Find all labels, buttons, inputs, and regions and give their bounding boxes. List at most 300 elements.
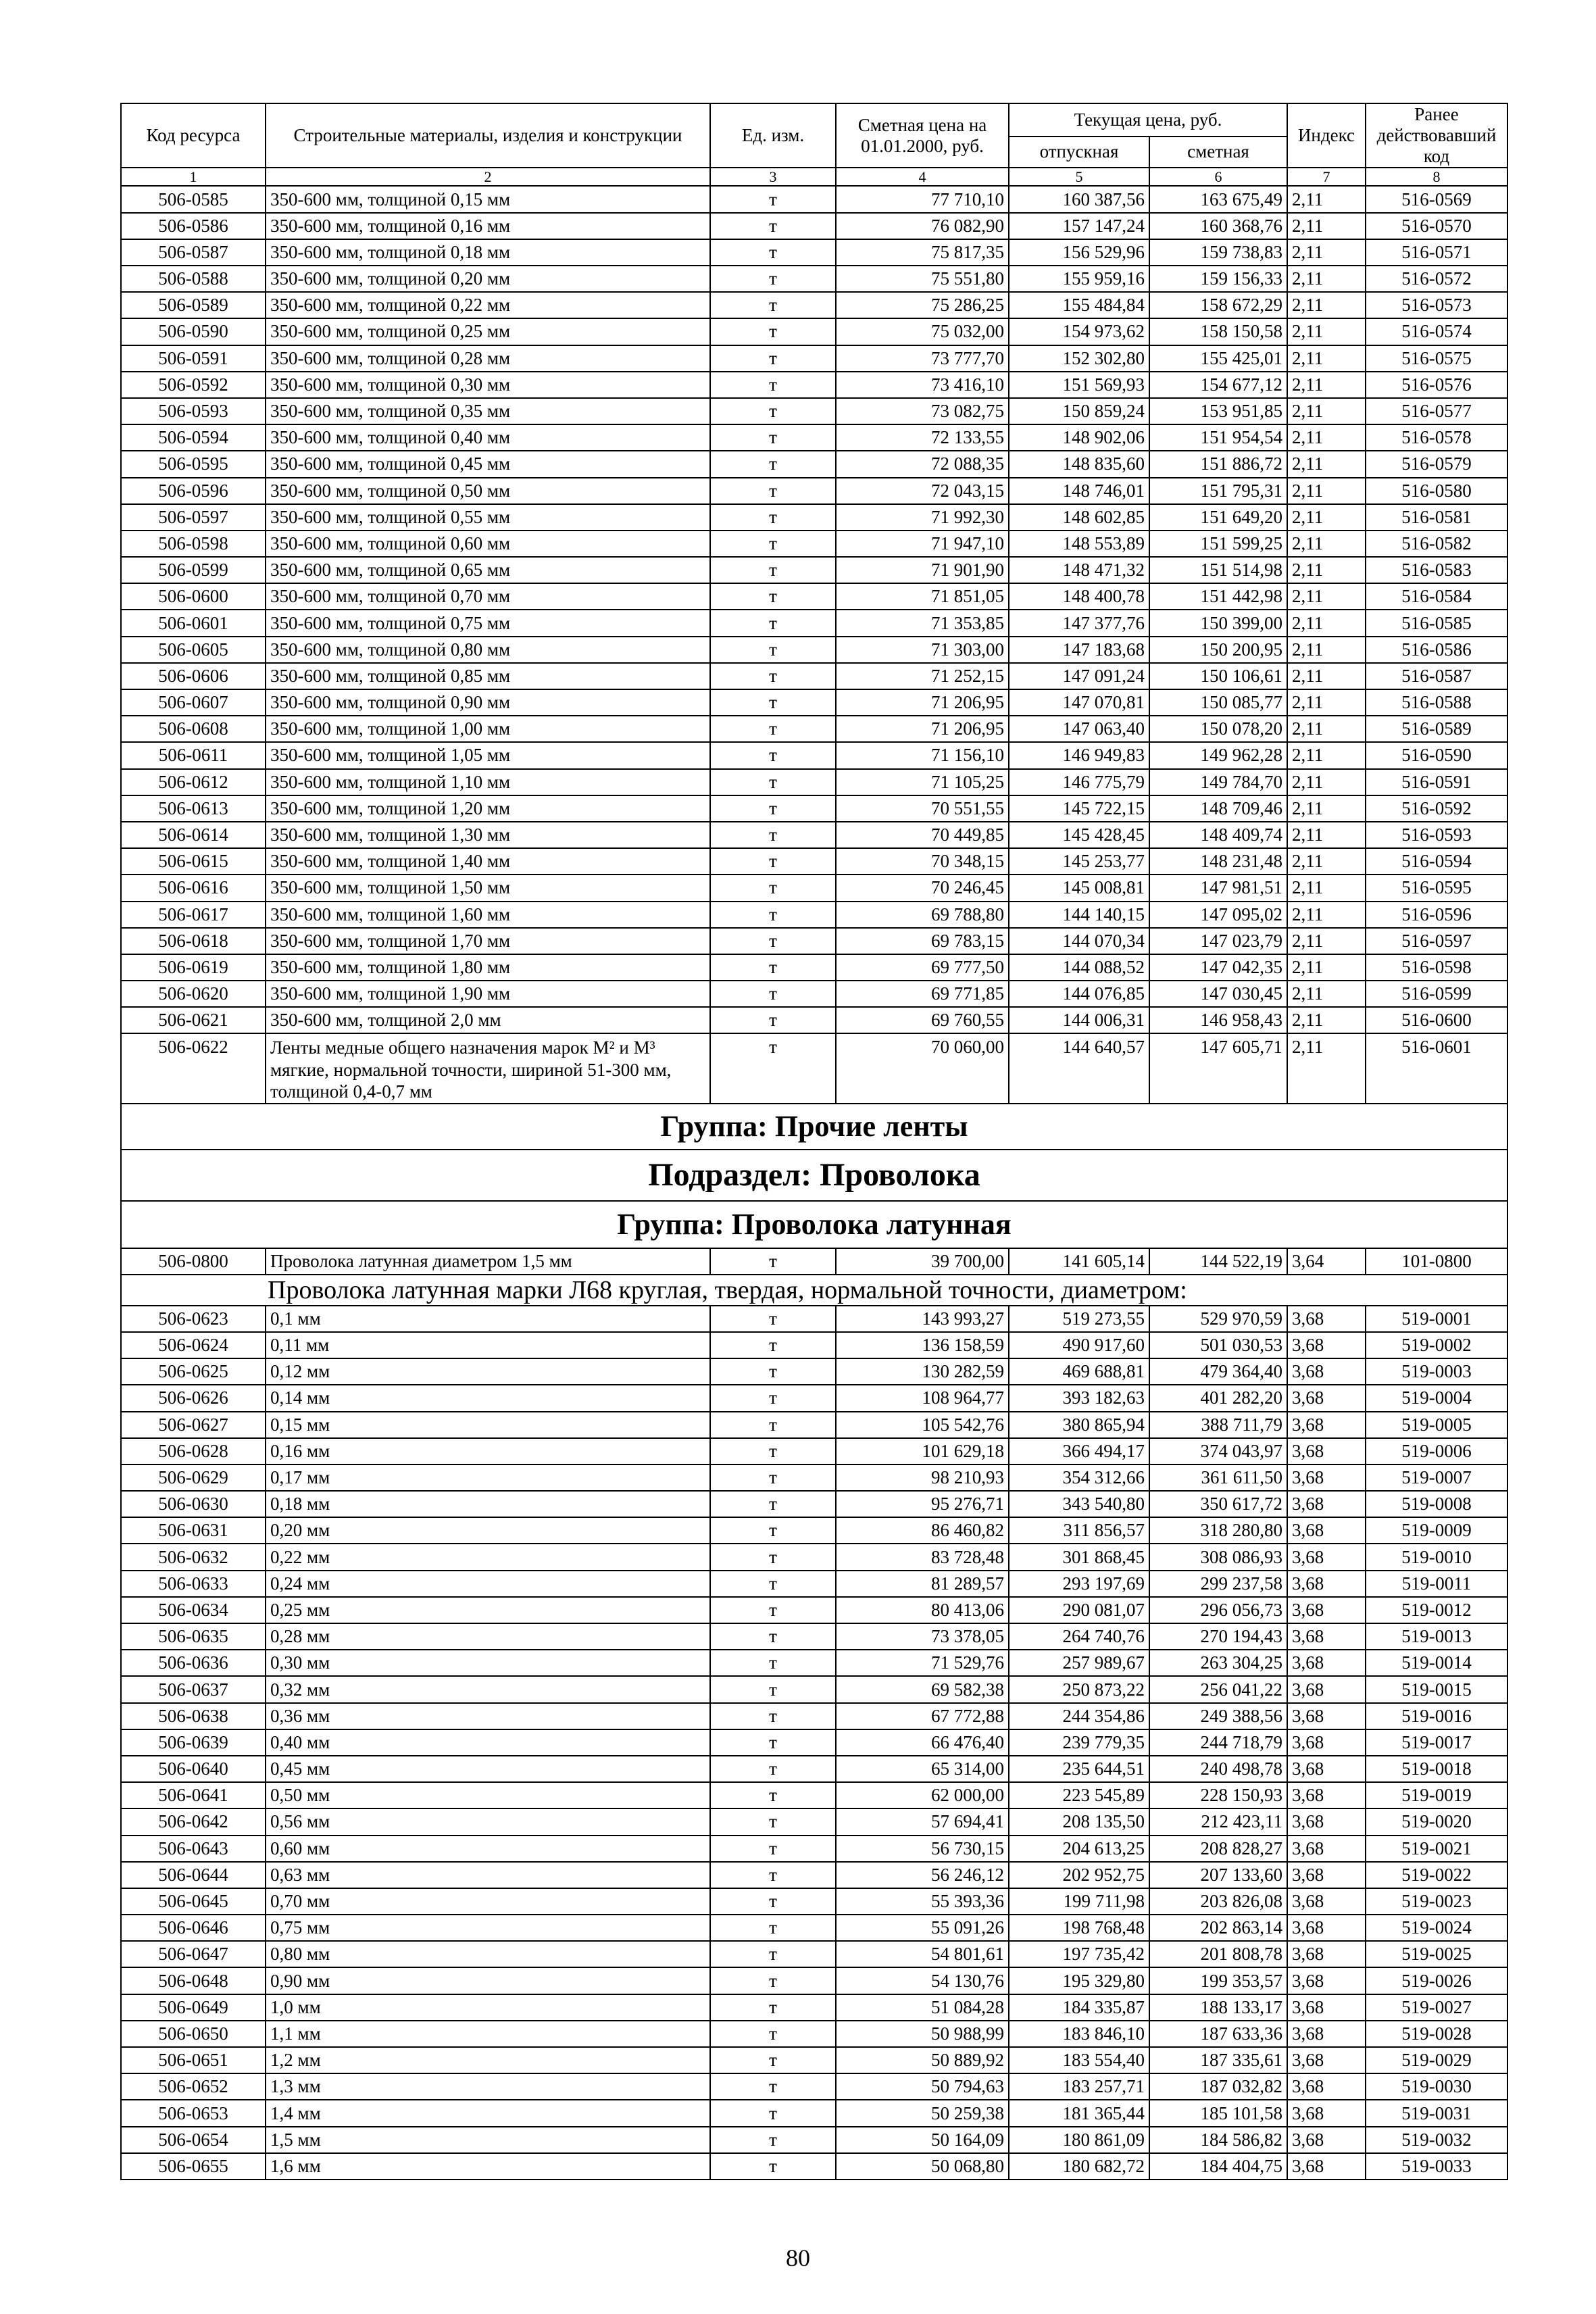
material-name: 350-600 мм, толщиной 1,40 мм <box>266 848 710 875</box>
table-row <box>121 902 1507 928</box>
table-row <box>121 716 1507 742</box>
unit: т <box>710 2100 836 2126</box>
resource-code: 506-0597 <box>121 504 266 531</box>
unit: т <box>710 318 836 345</box>
resource-code: 506-0649 <box>121 1994 266 2021</box>
base-price: 71 353,85 <box>836 610 1009 636</box>
release-price: 264 740,76 <box>1009 1623 1149 1650</box>
price-table <box>120 103 1508 2180</box>
unit: т <box>710 2127 836 2153</box>
release-price: 204 613,25 <box>1009 1836 1149 1862</box>
base-price: 73 378,05 <box>836 1623 1009 1650</box>
release-price: 146 949,83 <box>1009 742 1149 768</box>
old-code: 519-0021 <box>1366 1836 1507 1862</box>
material-name: 0,18 мм <box>266 1491 710 1517</box>
base-price: 69 783,15 <box>836 928 1009 954</box>
estimate-price: 249 388,56 <box>1149 1703 1287 1729</box>
estimate-price: 151 649,20 <box>1149 504 1287 531</box>
price-index: 2,11 <box>1287 557 1366 583</box>
header-base-price: Сметная цена на 01.01.2000, руб. <box>836 103 1009 168</box>
old-code: 519-0024 <box>1366 1915 1507 1941</box>
release-price: 148 746,01 <box>1009 478 1149 504</box>
resource-code: 506-0633 <box>121 1571 266 1597</box>
estimate-price: 318 280,80 <box>1149 1517 1287 1544</box>
unit: т <box>710 1491 836 1517</box>
unit: т <box>710 875 836 901</box>
base-price: 72 043,15 <box>836 478 1009 504</box>
old-code: 519-0006 <box>1366 1438 1507 1464</box>
old-code: 519-0011 <box>1366 1571 1507 1597</box>
old-code: 519-0033 <box>1366 2153 1507 2180</box>
base-price: 71 851,05 <box>836 583 1009 610</box>
price-index: 2,11 <box>1287 689 1366 716</box>
price-index: 3,68 <box>1287 1703 1366 1729</box>
price-index: 2,11 <box>1287 610 1366 636</box>
material-name: 0,17 мм <box>266 1464 710 1491</box>
old-code: 516-0594 <box>1366 848 1507 875</box>
base-price: 83 728,48 <box>836 1544 1009 1570</box>
old-code: 519-0002 <box>1366 1332 1507 1358</box>
base-price: 71 992,30 <box>836 504 1009 531</box>
table-row <box>121 1438 1507 1464</box>
release-price: 239 779,35 <box>1009 1729 1149 1756</box>
subgroup-heading-row <box>121 1275 1507 1306</box>
table-row <box>121 1248 1507 1275</box>
table-row <box>121 1033 1507 1103</box>
base-price: 130 282,59 <box>836 1358 1009 1385</box>
resource-code: 506-0599 <box>121 557 266 583</box>
unit: т <box>710 557 836 583</box>
old-code: 516-0575 <box>1366 345 1507 372</box>
resource-code: 506-0613 <box>121 795 266 822</box>
estimate-price: 150 106,61 <box>1149 663 1287 689</box>
resource-code: 506-0629 <box>121 1464 266 1491</box>
material-name: 350-600 мм, толщиной 0,25 мм <box>266 318 710 345</box>
resource-code: 506-0592 <box>121 372 266 398</box>
price-index: 2,11 <box>1287 292 1366 318</box>
base-price: 70 449,85 <box>836 822 1009 848</box>
unit: т <box>710 1385 836 1411</box>
table-row <box>121 1676 1507 1702</box>
material-name: 0,24 мм <box>266 1571 710 1597</box>
estimate-price: 147 095,02 <box>1149 902 1287 928</box>
table-header <box>121 103 1507 186</box>
table-row <box>121 1597 1507 1623</box>
base-price: 50 794,63 <box>836 2073 1009 2100</box>
table-row <box>121 1491 1507 1517</box>
table-row <box>121 1464 1507 1491</box>
old-code: 516-0583 <box>1366 557 1507 583</box>
resource-code: 506-0617 <box>121 902 266 928</box>
unit: т <box>710 1888 836 1915</box>
old-code: 519-0003 <box>1366 1358 1507 1385</box>
table-row <box>121 875 1507 901</box>
material-name: 1,3 мм <box>266 2073 710 2100</box>
release-price: 145 253,77 <box>1009 848 1149 875</box>
table-row <box>121 318 1507 345</box>
old-code: 519-0012 <box>1366 1597 1507 1623</box>
unit: т <box>710 769 836 795</box>
base-price: 39 700,00 <box>836 1248 1009 1275</box>
base-price: 71 206,95 <box>836 689 1009 716</box>
resource-code: 506-0638 <box>121 1703 266 1729</box>
base-price: 105 542,76 <box>836 1412 1009 1438</box>
table-row <box>121 1729 1507 1756</box>
resource-code: 506-0632 <box>121 1544 266 1570</box>
old-code: 519-0020 <box>1366 1808 1507 1835</box>
material-name: 0,14 мм <box>266 1385 710 1411</box>
table-row <box>121 2047 1507 2073</box>
resource-code: 506-0634 <box>121 1597 266 1623</box>
unit: т <box>710 954 836 981</box>
column-number: 6 <box>1149 168 1287 186</box>
release-price: 154 973,62 <box>1009 318 1149 345</box>
base-price: 69 760,55 <box>836 1007 1009 1033</box>
table-row <box>121 1888 1507 1915</box>
resource-code: 506-0800 <box>121 1248 266 1275</box>
release-price: 301 868,45 <box>1009 1544 1149 1570</box>
price-index: 3,68 <box>1287 2100 1366 2126</box>
unit: т <box>710 213 836 239</box>
resource-code: 506-0598 <box>121 531 266 557</box>
table-row <box>121 1571 1507 1597</box>
resource-code: 506-0591 <box>121 345 266 372</box>
resource-code: 506-0626 <box>121 1385 266 1411</box>
unit: т <box>710 1623 836 1650</box>
base-price: 65 314,00 <box>836 1756 1009 1782</box>
release-price: 147 063,40 <box>1009 716 1149 742</box>
estimate-price: 263 304,25 <box>1149 1650 1287 1676</box>
old-code: 516-0576 <box>1366 372 1507 398</box>
unit: т <box>710 398 836 424</box>
release-price: 366 494,17 <box>1009 1438 1149 1464</box>
table-row <box>121 2100 1507 2126</box>
header-old-code: Ранее действовавший код <box>1366 103 1507 168</box>
estimate-price: 256 041,22 <box>1149 1676 1287 1702</box>
base-price: 55 091,26 <box>836 1915 1009 1941</box>
resource-code: 506-0625 <box>121 1358 266 1385</box>
estimate-price: 203 826,08 <box>1149 1888 1287 1915</box>
base-price: 50 889,92 <box>836 2047 1009 2073</box>
material-name: 0,50 мм <box>266 1782 710 1808</box>
base-price: 69 788,80 <box>836 902 1009 928</box>
resource-code: 506-0648 <box>121 1967 266 1994</box>
resource-code: 506-0624 <box>121 1332 266 1358</box>
price-index: 2,11 <box>1287 318 1366 345</box>
table-row <box>121 292 1507 318</box>
base-price: 50 988,99 <box>836 2021 1009 2047</box>
price-index: 2,11 <box>1287 1007 1366 1033</box>
release-price: 148 602,85 <box>1009 504 1149 531</box>
release-price: 393 182,63 <box>1009 1385 1149 1411</box>
material-name: 350-600 мм, толщиной 0,85 мм <box>266 663 710 689</box>
release-price: 208 135,50 <box>1009 1808 1149 1835</box>
old-code: 519-0028 <box>1366 2021 1507 2047</box>
material-name: 350-600 мм, толщиной 2,0 мм <box>266 1007 710 1033</box>
estimate-price: 187 032,82 <box>1149 2073 1287 2100</box>
old-code: 516-0592 <box>1366 795 1507 822</box>
estimate-price: 296 056,73 <box>1149 1597 1287 1623</box>
table-row <box>121 848 1507 875</box>
unit: т <box>710 902 836 928</box>
table-row <box>121 186 1507 212</box>
table-row <box>121 981 1507 1007</box>
price-index: 3,68 <box>1287 1517 1366 1544</box>
base-price: 71 156,10 <box>836 742 1009 768</box>
base-price: 50 068,80 <box>836 2153 1009 2180</box>
price-index: 2,11 <box>1287 531 1366 557</box>
release-price: 293 197,69 <box>1009 1571 1149 1597</box>
release-price: 152 302,80 <box>1009 345 1149 372</box>
release-price: 354 312,66 <box>1009 1464 1149 1491</box>
old-code: 516-0570 <box>1366 213 1507 239</box>
old-code: 519-0030 <box>1366 2073 1507 2100</box>
price-index: 2,11 <box>1287 478 1366 504</box>
release-price: 150 859,24 <box>1009 398 1149 424</box>
unit: т <box>710 2073 836 2100</box>
material-name: 350-600 мм, толщиной 0,30 мм <box>266 372 710 398</box>
unit: т <box>710 1464 836 1491</box>
base-price: 101 629,18 <box>836 1438 1009 1464</box>
estimate-price: 163 675,49 <box>1149 186 1287 212</box>
unit: т <box>710 1517 836 1544</box>
base-price: 70 551,55 <box>836 795 1009 822</box>
table-row <box>121 1650 1507 1676</box>
unit: т <box>710 1248 836 1275</box>
unit: т <box>710 1033 836 1103</box>
release-price: 290 081,07 <box>1009 1597 1149 1623</box>
material-name: 350-600 мм, толщиной 0,80 мм <box>266 637 710 663</box>
estimate-price: 187 633,36 <box>1149 2021 1287 2047</box>
price-index: 3,68 <box>1287 2153 1366 2180</box>
material-name: 350-600 мм, толщиной 0,20 мм <box>266 266 710 292</box>
estimate-price: 153 951,85 <box>1149 398 1287 424</box>
unit: т <box>710 1306 836 1332</box>
old-code: 516-0571 <box>1366 239 1507 266</box>
resource-code: 506-0650 <box>121 2021 266 2047</box>
unit: т <box>710 186 836 212</box>
unit: т <box>710 2153 836 2180</box>
estimate-price: 158 150,58 <box>1149 318 1287 345</box>
resource-code: 506-0644 <box>121 1862 266 1888</box>
resource-code: 506-0589 <box>121 292 266 318</box>
release-price: 180 861,09 <box>1009 2127 1149 2153</box>
estimate-price: 401 282,20 <box>1149 1385 1287 1411</box>
release-price: 148 902,06 <box>1009 424 1149 451</box>
resource-code: 506-0620 <box>121 981 266 1007</box>
material-name: 350-600 мм, толщиной 1,10 мм <box>266 769 710 795</box>
estimate-price: 151 954,54 <box>1149 424 1287 451</box>
resource-code: 506-0595 <box>121 451 266 477</box>
material-name: 0,45 мм <box>266 1756 710 1782</box>
base-price: 75 817,35 <box>836 239 1009 266</box>
material-name: 0,30 мм <box>266 1650 710 1676</box>
base-price: 72 133,55 <box>836 424 1009 451</box>
column-number: 2 <box>266 168 710 186</box>
group-title: Группа: Прочие ленты <box>121 1104 1507 1150</box>
resource-code: 506-0643 <box>121 1836 266 1862</box>
table-row <box>121 1517 1507 1544</box>
material-name: 350-600 мм, толщиной 0,40 мм <box>266 424 710 451</box>
unit: т <box>710 795 836 822</box>
resource-code: 506-0655 <box>121 2153 266 2180</box>
price-index: 3,68 <box>1287 2127 1366 2153</box>
estimate-price: 199 353,57 <box>1149 1967 1287 1994</box>
estimate-price: 150 200,95 <box>1149 637 1287 663</box>
table-row <box>121 2127 1507 2153</box>
resource-code: 506-0654 <box>121 2127 266 2153</box>
material-name: 0,75 мм <box>266 1915 710 1941</box>
resource-code: 506-0639 <box>121 1729 266 1756</box>
estimate-price: 361 611,50 <box>1149 1464 1287 1491</box>
price-index: 2,11 <box>1287 424 1366 451</box>
base-price: 51 084,28 <box>836 1994 1009 2021</box>
release-price: 156 529,96 <box>1009 239 1149 266</box>
table-row <box>121 769 1507 795</box>
resource-code: 506-0631 <box>121 1517 266 1544</box>
unit: т <box>710 292 836 318</box>
base-price: 72 088,35 <box>836 451 1009 477</box>
unit: т <box>710 1703 836 1729</box>
old-code: 519-0018 <box>1366 1756 1507 1782</box>
table-row <box>121 583 1507 610</box>
unit: т <box>710 1862 836 1888</box>
base-price: 54 801,61 <box>836 1941 1009 1967</box>
release-price: 235 644,51 <box>1009 1756 1149 1782</box>
material-name: 1,1 мм <box>266 2021 710 2047</box>
old-code: 519-0027 <box>1366 1994 1507 2021</box>
release-price: 144 088,52 <box>1009 954 1149 981</box>
price-index: 3,68 <box>1287 1623 1366 1650</box>
base-price: 75 032,00 <box>836 318 1009 345</box>
base-price: 86 460,82 <box>836 1517 1009 1544</box>
unit: т <box>710 742 836 768</box>
unit: т <box>710 1412 836 1438</box>
estimate-price: 150 078,20 <box>1149 716 1287 742</box>
release-price: 184 335,87 <box>1009 1994 1149 2021</box>
estimate-price: 147 981,51 <box>1149 875 1287 901</box>
base-price: 75 551,80 <box>836 266 1009 292</box>
resource-code: 506-0586 <box>121 213 266 239</box>
unit: т <box>710 1332 836 1358</box>
estimate-price: 159 156,33 <box>1149 266 1287 292</box>
release-price: 183 846,10 <box>1009 2021 1149 2047</box>
material-name: Ленты медные общего назначения марок М² и М³ мягкие, нормальной точности, шириной 51-300 мм, толщиной 0,4-0,7 мм <box>266 1033 710 1103</box>
estimate-price: 147 042,35 <box>1149 954 1287 981</box>
release-price: 147 070,81 <box>1009 689 1149 716</box>
table-row <box>121 504 1507 531</box>
estimate-price: 159 738,83 <box>1149 239 1287 266</box>
estimate-price: 147 030,45 <box>1149 981 1287 1007</box>
estimate-price: 148 709,46 <box>1149 795 1287 822</box>
resource-code: 506-0637 <box>121 1676 266 1702</box>
estimate-price: 149 784,70 <box>1149 769 1287 795</box>
release-price: 198 768,48 <box>1009 1915 1149 1941</box>
resource-code: 506-0588 <box>121 266 266 292</box>
estimate-price: 308 086,93 <box>1149 1544 1287 1570</box>
estimate-price: 187 335,61 <box>1149 2047 1287 2073</box>
estimate-price: 212 423,11 <box>1149 1808 1287 1835</box>
material-name: 0,25 мм <box>266 1597 710 1623</box>
table-row <box>121 345 1507 372</box>
material-name: 350-600 мм, толщиной 0,22 мм <box>266 292 710 318</box>
resource-code: 506-0646 <box>121 1915 266 1941</box>
price-index: 2,11 <box>1287 769 1366 795</box>
price-index: 3,68 <box>1287 1412 1366 1438</box>
price-index: 2,11 <box>1287 928 1366 954</box>
resource-code: 506-0622 <box>121 1033 266 1103</box>
unit: т <box>710 424 836 451</box>
old-code: 519-0016 <box>1366 1703 1507 1729</box>
price-index: 2,11 <box>1287 848 1366 875</box>
price-index: 3,68 <box>1287 1888 1366 1915</box>
base-price: 70 246,45 <box>836 875 1009 901</box>
material-name: 0,70 мм <box>266 1888 710 1915</box>
estimate-price: 240 498,78 <box>1149 1756 1287 1782</box>
old-code: 516-0581 <box>1366 504 1507 531</box>
table-row <box>121 2073 1507 2100</box>
release-price: 144 076,85 <box>1009 981 1149 1007</box>
material-name: 1,5 мм <box>266 2127 710 2153</box>
release-price: 223 545,89 <box>1009 1782 1149 1808</box>
release-price: 181 365,44 <box>1009 2100 1149 2126</box>
price-index: 3,68 <box>1287 1729 1366 1756</box>
price-index: 2,11 <box>1287 981 1366 1007</box>
price-index: 2,11 <box>1287 398 1366 424</box>
table-row <box>121 424 1507 451</box>
material-name: 350-600 мм, толщиной 0,35 мм <box>266 398 710 424</box>
price-index: 2,11 <box>1287 372 1366 398</box>
table-row <box>121 1306 1507 1332</box>
estimate-price: 147 605,71 <box>1149 1033 1287 1103</box>
header-index: Индекс <box>1287 103 1366 168</box>
table-row <box>121 478 1507 504</box>
resource-code: 506-0640 <box>121 1756 266 1782</box>
release-price: 148 553,89 <box>1009 531 1149 557</box>
price-index: 2,11 <box>1287 875 1366 901</box>
base-price: 62 000,00 <box>836 1782 1009 1808</box>
release-price: 147 183,68 <box>1009 637 1149 663</box>
release-price: 145 428,45 <box>1009 822 1149 848</box>
old-code: 519-0005 <box>1366 1412 1507 1438</box>
base-price: 57 694,41 <box>836 1808 1009 1835</box>
estimate-price: 270 194,43 <box>1149 1623 1287 1650</box>
estimate-price: 151 442,98 <box>1149 583 1287 610</box>
estimate-price: 148 231,48 <box>1149 848 1287 875</box>
base-price: 77 710,10 <box>836 186 1009 212</box>
base-price: 80 413,06 <box>836 1597 1009 1623</box>
estimate-price: 147 023,79 <box>1149 928 1287 954</box>
material-name: 0,90 мм <box>266 1967 710 1994</box>
column-number: 7 <box>1287 168 1366 186</box>
base-price: 56 730,15 <box>836 1836 1009 1862</box>
release-price: 343 540,80 <box>1009 1491 1149 1517</box>
material-name: 350-600 мм, толщиной 1,30 мм <box>266 822 710 848</box>
unit: т <box>710 266 836 292</box>
table-row <box>121 795 1507 822</box>
resource-code: 506-0621 <box>121 1007 266 1033</box>
unit: т <box>710 716 836 742</box>
column-number: 4 <box>836 168 1009 186</box>
material-name: 0,56 мм <box>266 1808 710 1835</box>
column-number: 8 <box>1366 168 1507 186</box>
unit: т <box>710 1438 836 1464</box>
old-code: 516-0595 <box>1366 875 1507 901</box>
column-number: 1 <box>121 168 266 186</box>
base-price: 71 947,10 <box>836 531 1009 557</box>
base-price: 67 772,88 <box>836 1703 1009 1729</box>
release-price: 146 775,79 <box>1009 769 1149 795</box>
